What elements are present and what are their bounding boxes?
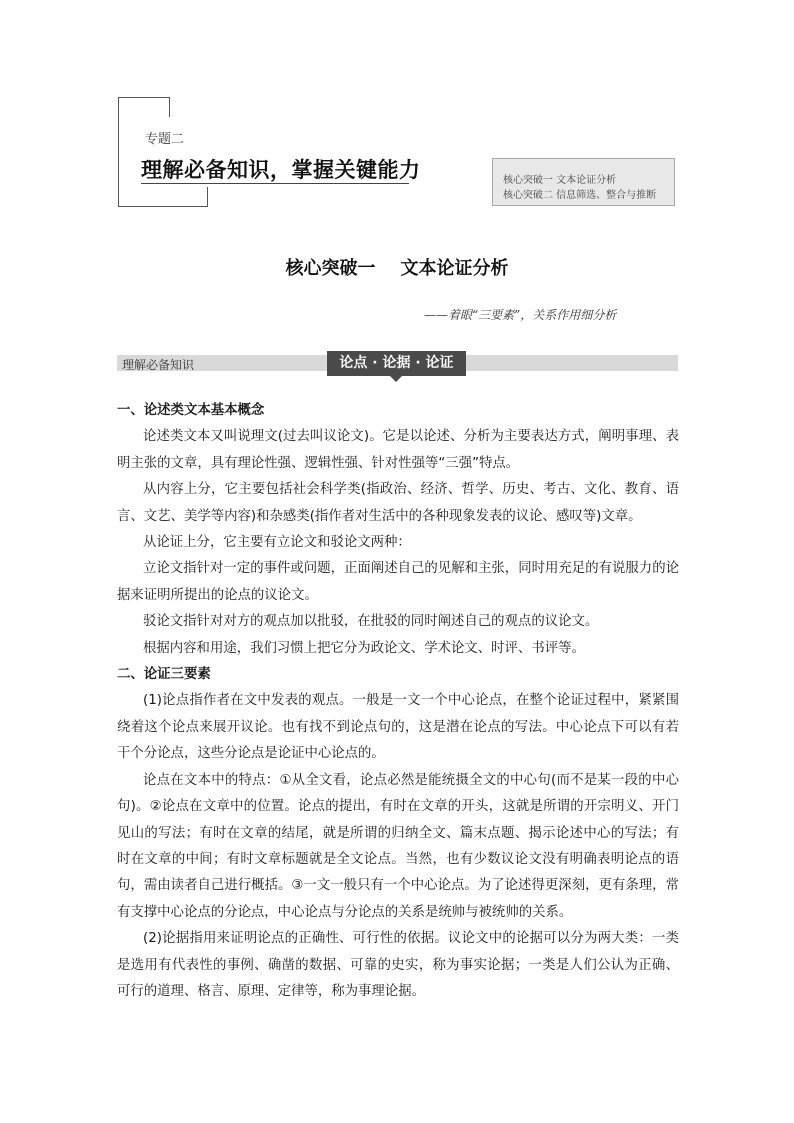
paragraph: 立论文指针对一定的事件或问题，正面阐述自己的见解和主张，同时用充足的有说服力的论据来证明所提出的论点的议论文。 bbox=[117, 561, 679, 603]
frame-line bbox=[169, 97, 170, 117]
page-subtitle: ——着眼“三要素”，关系作用细分析 bbox=[424, 308, 617, 322]
nav-item-breakthrough-2[interactable]: 核心突破二 信息筛选、整合与推断 bbox=[503, 190, 657, 201]
band-tag bbox=[327, 351, 466, 376]
frame-line bbox=[118, 97, 119, 207]
paragraph: 驳论文指针对对方的观点加以批驳，在批驳的同时阐述自己的观点的议论文。 bbox=[143, 614, 599, 630]
topic-label: 专题二 bbox=[145, 132, 185, 147]
section-nav-box bbox=[492, 158, 675, 206]
paragraph: (2)论据指用来证明论点的正确性、可行性的依据。议论文中的论据可以分为两大类：一类是选用有代表性的事例、确凿的数据、可靠的史实，称为事实论据；一类是人们公认为正确、可行的道理、格言、原理、定律等，称为事理论据。 bbox=[117, 931, 679, 999]
band-left-label: 理解必备知识 bbox=[122, 358, 195, 372]
band-tag-arrow bbox=[390, 376, 402, 382]
nav-item-breakthrough-1[interactable]: 核心突破一 文本论证分析 bbox=[503, 175, 617, 186]
frame-line bbox=[207, 187, 208, 207]
paragraph: 论述类文本又叫说理文(过去叫议论文)。它是以论述、分析为主要表达方式，阐明事理、表明主张的文章，具有理论性强、逻辑性强、针对性强等“三强”特点。 bbox=[117, 429, 679, 471]
paragraph: 从论证上分，它主要有立论文和驳论文两种： bbox=[143, 535, 411, 551]
frame-line bbox=[118, 206, 208, 207]
paragraph: 根据内容和用途，我们习惯上把它分为政论文、学术论文、时评、书评等。 bbox=[143, 640, 585, 656]
page-title: 核心突破一 文本论证分析 bbox=[285, 258, 509, 279]
heading-three-elements: 二、论证三要素 bbox=[117, 667, 211, 683]
paragraph: 从内容上分，它主要包括社会科学类(指政治、经济、哲学、历史、考古、文化、教育、语言、文艺、美学等内容)和杂感类(指作者对生活中的各种现象发表的议论、感叹等)文章。 bbox=[117, 482, 679, 524]
frame-line bbox=[118, 97, 170, 98]
band-tag-label: 论点 · 论据 · 论证 bbox=[339, 355, 454, 371]
topic-underline bbox=[141, 183, 409, 184]
topic-frame bbox=[118, 97, 208, 207]
heading-concepts: 一、论述类文本基本概念 bbox=[117, 403, 265, 418]
paragraph: (1)论点指作者在文中发表的观点。一般是一文一个中心论点，在整个论证过程中，紧紧围绕着这个论点来展开议论。也有找不到论点句的，这是潜在论点的写法。中心论点下可以有若干个分论点，这些分论点是论证中心论点的。 bbox=[117, 693, 679, 762]
paragraph: 论点在文本中的特点：①从全文看，论点必然是能统摄全文的中心句(而不是某一段的中心句)。②论点在文章中的位置。论点的提出，有时在文章的开头，这就是所谓的开宗明义、开门见山的写法；有时在文章的结尾，就是所谓的归纳全文、篇末点题、揭示论述中心的写法；有时在文章的中间；有时文章标题就是全文论点。当然，也有少数议论文没有明确表明论点的语句，需由读者自己进行概括。③一文一般只有一个中心论点。为了论述得更深刻，更有条理，常有支撑中心论点的分论点，中心论点与分论点的关系是统帅与被统帅的关系。 bbox=[117, 772, 679, 920]
body-content bbox=[117, 398, 679, 1005]
topic-title: 理解必备知识，掌握关键能力 bbox=[141, 157, 421, 182]
